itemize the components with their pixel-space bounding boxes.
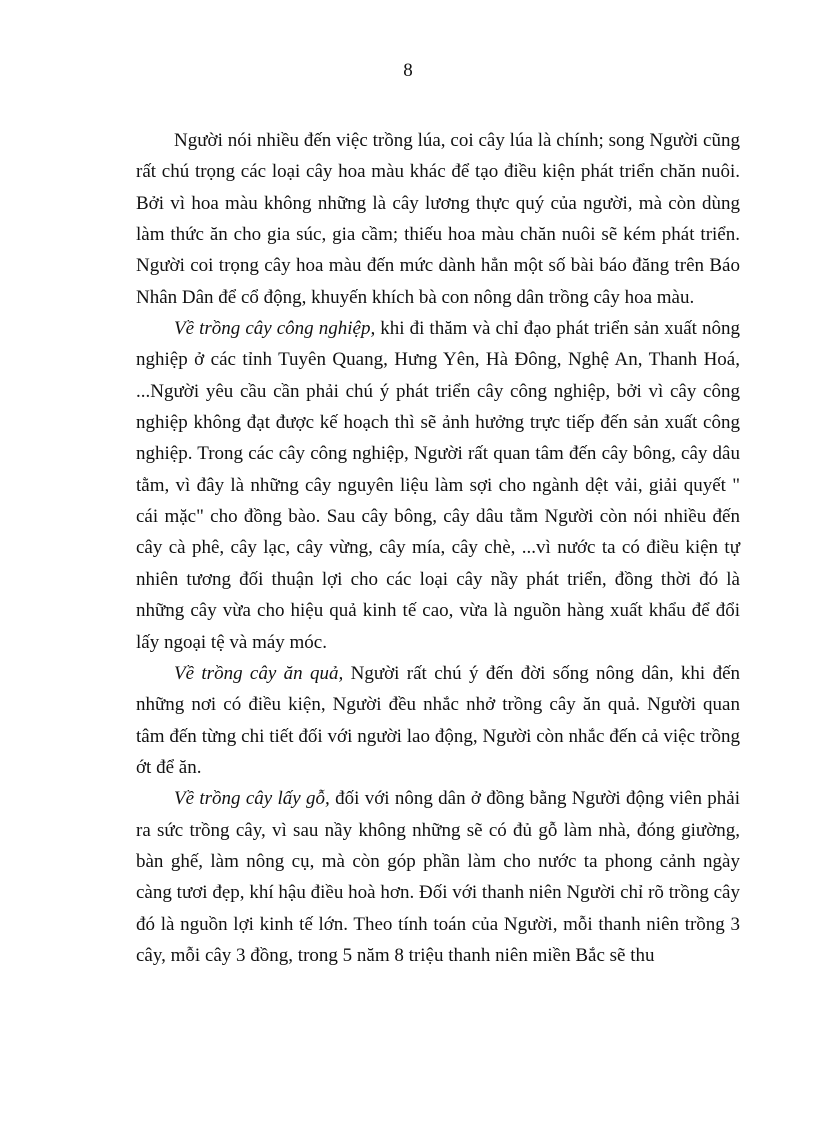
paragraph-fruit-trees [136,658,740,783]
page-number: 8 [403,60,413,81]
paragraph-text: đối với nông dân ở đồng bằng Người động viên phải ra sức trồng cây, vì sau nầy không những sẽ có đủ gỗ làm nhà, đóng giường, bàn ghế, làm nông cụ, mà còn góp phần làm cho nước ta phong cảnh ngày càng tươi đẹp, khí hậu điều hoà hơn. Đối với thanh niên Người chỉ rõ trồng cây đó là nguồn lợi kinh tế lớn. Theo tính toán của Người, mỗi thanh niên trồng 3 cây, mỗi cây 3 đồng, trong 5 năm 8 triệu thanh niên miền Bắc sẽ thu [136,788,740,966]
paragraph-timber-trees [136,783,740,971]
document-body [136,125,740,971]
paragraph-lead: Về trồng cây lấy gỗ, [174,788,330,810]
paragraph-lead: Về trồng cây ăn quả, [174,662,344,684]
paragraph-text: Người rất chú ý đến đời sống nông dân, khi đến những nơi có điều kiện, Người đều nhắc nhở trồng cây ăn quả. Người quan tâm đến từng chi tiết đối với người lao động, Người còn nhắc đến cả việc trồng ớt để ăn. [136,662,741,778]
paragraph-industrial-crops [136,313,740,658]
paragraph-text: khi đi thăm và chỉ đạo phát triển sản xuất nông nghiệp ở các tỉnh Tuyên Quang, Hưng Yên, Hà Đông, Nghệ An, Thanh Hoá, ...Người yêu cầu cần phải chú ý phát triển cây công nghiệp, bởi vì cây công nghiệp không đạt được kế hoạch thì sẽ ảnh hưởng trực tiếp đến sản xuất công nghiệp. Trong các cây công nghiệp, Người rất quan tâm đến cây bông, cây dâu tằm, vì đây là những cây nguyên liệu làm sợi cho ngành dệt vải, giải quyết " cái mặc" cho đồng bào. Sau cây bông, cây dâu tằm Người còn nói nhiều đến cây cà phê, cây lạc, cây vừng, cây mía, cây chè, ...vì nước ta có điều kiện tự nhiên tương đối thuận lợi cho các loại cây nầy phát triển, đồng thời đó là những cây vừa cho hiệu quả kinh tế cao, vừa là nguồn hàng xuất khẩu để đổi lấy ngoại tệ và máy móc. [136,318,740,653]
paragraph-lead: Về trồng cây công nghiệp, [174,318,376,340]
paragraph-text: Người nói nhiều đến việc trồng lúa, coi cây lúa là chính; song Người cũng rất chú trọng các loại cây hoa màu khác để tạo điều kiện phát triển chăn nuôi. Bởi vì hoa màu không những là cây lương thực quý của người, mà còn dùng làm thức ăn cho gia súc, gia cầm; thiếu hoa màu chăn nuôi sẽ kém phát triển. Người coi trọng cây hoa màu đến mức dành hẳn một số bài báo đăng trên Báo Nhân Dân để cổ động, khuyến khích bà con nông dân trồng cây hoa màu. [136,130,740,308]
paragraph-crops [136,125,740,313]
